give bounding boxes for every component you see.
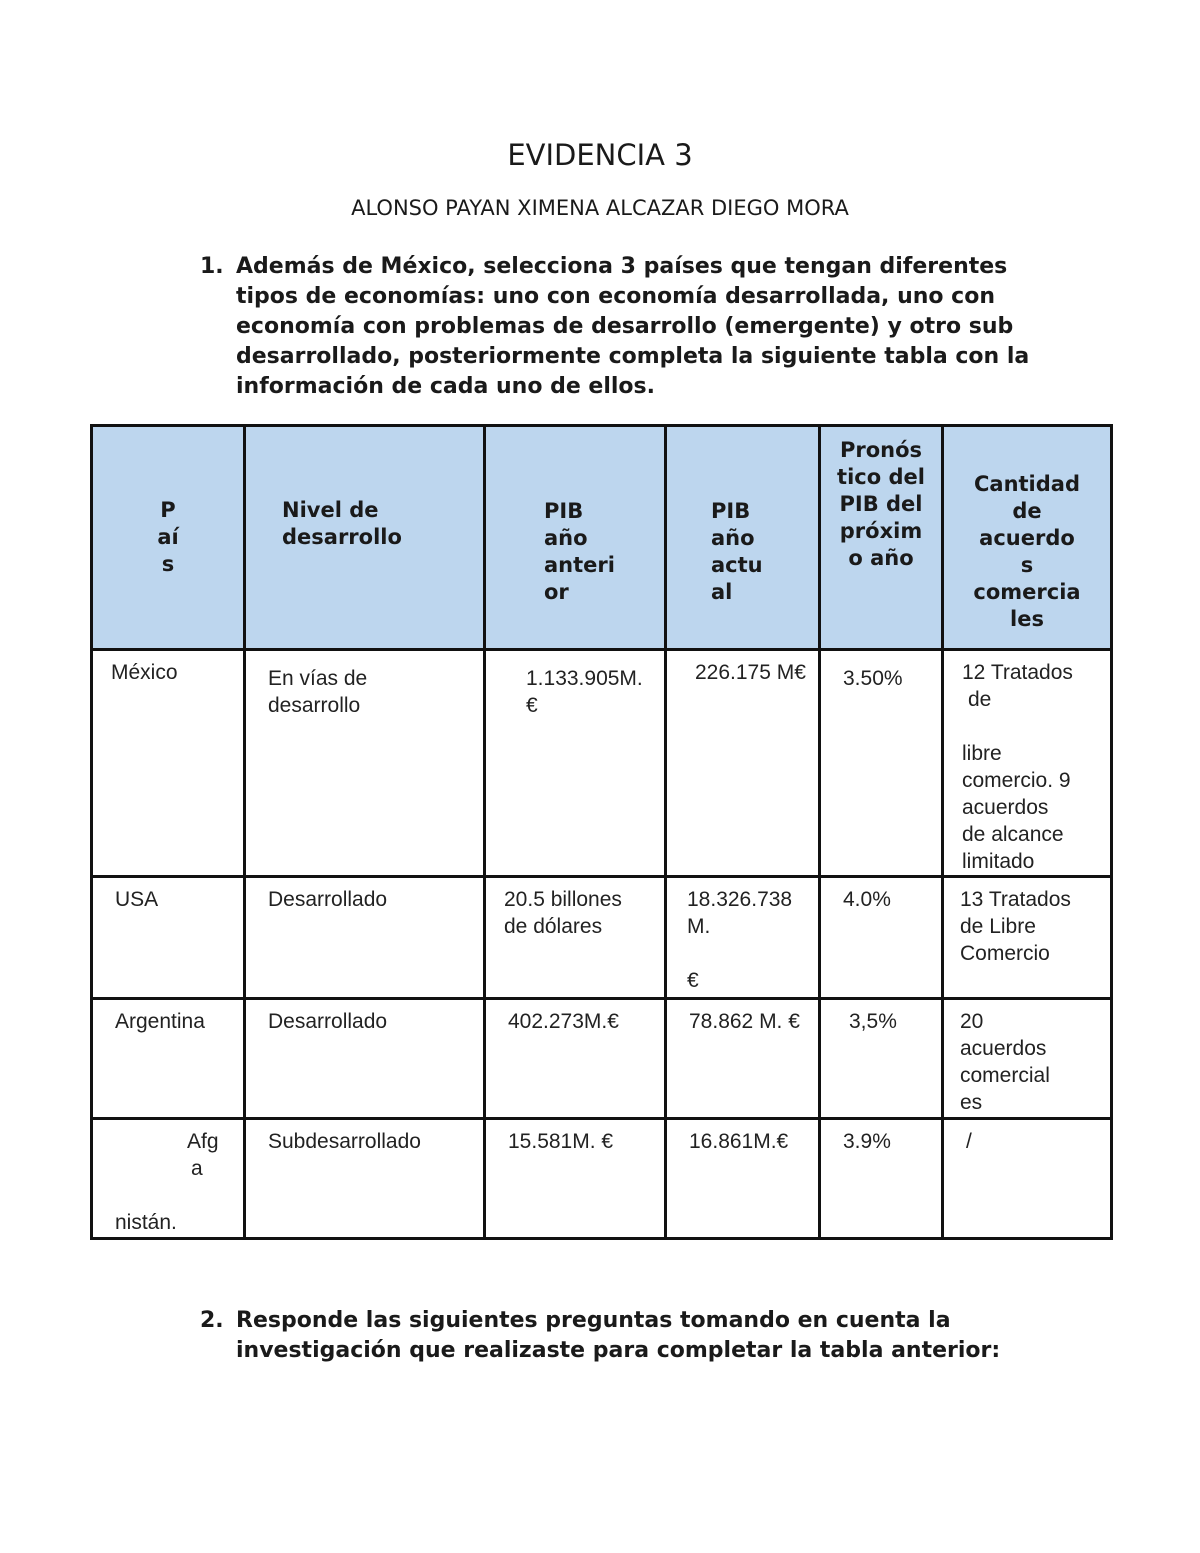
- cell-line: €: [526, 694, 538, 717]
- table-header-row: [92, 426, 1112, 650]
- cell-line: les: [1010, 607, 1044, 631]
- document-title: EVIDENCIA 3: [507, 138, 693, 172]
- cell-pais: [92, 1119, 245, 1239]
- cell-line: s: [1020, 553, 1034, 577]
- cell-line: comercia: [973, 580, 1081, 604]
- cell-line: 13 Tratados: [960, 888, 1071, 911]
- header-pib-anterior: [485, 426, 666, 650]
- question-1-text: Además de México, selecciona 3 países que tengan diferentes tipos de economías: uno con economía desarrollada, uno con economía con problemas de desarrollo (emergente) y otro sub desarrollado, posteriormente completa la siguiente tabla con la información de cada uno de ellos.: [236, 254, 1030, 399]
- cell-line: s: [161, 552, 175, 576]
- cell-line: de Libre: [960, 915, 1036, 938]
- cell-line: Cantidad: [973, 472, 1080, 496]
- cell-line: 20: [960, 1010, 984, 1033]
- cell-line: desarrollo: [282, 525, 402, 549]
- cell-line: 3.9%: [843, 1130, 891, 1153]
- cell-line: PIB: [544, 498, 584, 523]
- cell-line: 226.175 M€: [695, 661, 806, 684]
- cell-line: 4.0%: [843, 888, 891, 911]
- cell-line: acuerdos: [960, 1037, 1047, 1060]
- cell-line: de dólares: [504, 915, 603, 938]
- question-2-text: Responde las siguientes preguntas tomando en cuenta la investigación que realizaste para completar la tabla anterior:: [236, 1308, 1001, 1363]
- cell-line: acuerdos: [962, 796, 1049, 819]
- cell-line: a: [191, 1157, 203, 1180]
- cell-line: M.: [687, 915, 711, 938]
- cell-line: de: [1012, 499, 1042, 523]
- cell-pib-actual: [666, 650, 820, 877]
- header-nivel: [245, 426, 485, 650]
- cell-line: año: [544, 525, 588, 550]
- table-row: [92, 650, 1112, 877]
- cell-line: México: [111, 661, 178, 684]
- cell-line: 16.861M.€: [689, 1130, 789, 1153]
- cell-line: Nivel de: [282, 498, 379, 522]
- cell-line: En vías de: [268, 667, 368, 690]
- cell-line: comercio. 9: [962, 769, 1071, 792]
- table-row: [92, 999, 1112, 1119]
- cell-pib-actual: [666, 999, 820, 1119]
- cell-pronostico: [820, 999, 943, 1119]
- cell-line: de alcance: [962, 823, 1064, 846]
- cell-line: 3,5%: [849, 1010, 897, 1033]
- header-pronostico: [820, 426, 943, 650]
- cell-line: aí: [157, 525, 179, 549]
- question-2-number: 2.: [200, 1308, 224, 1333]
- cell-line: USA: [115, 888, 159, 911]
- cell-acuerdos: [943, 877, 1112, 999]
- cell-pronostico: [820, 650, 943, 877]
- cell-line: [962, 713, 1100, 740]
- table-row: [92, 1119, 1112, 1239]
- cell-line: acuerdo: [979, 526, 1075, 550]
- cell-line: 1.133.905M.: [526, 667, 643, 690]
- cell-acuerdos: [943, 1119, 1112, 1239]
- cell-pib-anterior: [485, 650, 666, 877]
- cell-line: PIB del: [839, 492, 923, 516]
- cell-line: o año: [848, 546, 914, 570]
- cell-pais: [92, 999, 245, 1119]
- cell-line: comercial: [960, 1064, 1050, 1087]
- cell-line: 3.50%: [843, 667, 903, 690]
- cell-line: Comercio: [960, 942, 1050, 965]
- cell-acuerdos: [943, 650, 1112, 877]
- cell-nivel: [245, 1119, 485, 1239]
- cell-line: es: [960, 1091, 983, 1114]
- cell-line: [115, 1182, 233, 1209]
- cell-line: Argentina: [115, 1010, 205, 1033]
- cell-line: 20.5 billones: [504, 888, 622, 911]
- cell-line: Afg: [187, 1130, 219, 1153]
- cell-pib-actual: [666, 1119, 820, 1239]
- cell-line: de: [968, 688, 992, 711]
- cell-pib-actual: [666, 877, 820, 999]
- header-pais: [92, 426, 245, 650]
- cell-line: Pronós: [839, 438, 923, 462]
- cell-line: anteri: [544, 552, 615, 577]
- cell-line: tico del: [837, 465, 925, 489]
- cell-line: actu: [711, 552, 763, 577]
- cell-pais: [92, 877, 245, 999]
- cell-line: /: [966, 1130, 972, 1153]
- cell-line: desarrollo: [268, 694, 361, 717]
- cell-line: PIB: [711, 498, 751, 523]
- cell-line: libre: [962, 742, 1002, 765]
- cell-nivel: [245, 999, 485, 1119]
- cell-nivel: [245, 877, 485, 999]
- cell-pib-anterior: [485, 877, 666, 999]
- table-row: [92, 877, 1112, 999]
- cell-line: [687, 940, 808, 967]
- cell-line: al: [711, 579, 733, 604]
- cell-acuerdos: [943, 999, 1112, 1119]
- evidence-table: [90, 424, 1113, 1240]
- cell-line: P: [160, 498, 176, 522]
- cell-line: próxim: [839, 519, 923, 543]
- cell-line: Desarrollado: [268, 888, 388, 911]
- cell-line: 18.326.738: [687, 888, 793, 911]
- cell-line: Subdesarrollado: [268, 1130, 421, 1153]
- cell-pais: [92, 650, 245, 877]
- cell-pronostico: [820, 1119, 943, 1239]
- cell-line: nistán.: [115, 1211, 177, 1234]
- cell-line: año: [711, 525, 755, 550]
- cell-line: 15.581M. €: [508, 1130, 614, 1153]
- cell-pronostico: [820, 877, 943, 999]
- header-acuerdos: [943, 426, 1112, 650]
- cell-line: 78.862 M. €: [689, 1010, 800, 1033]
- cell-pib-anterior: [485, 1119, 666, 1239]
- header-pib-actual: [666, 426, 820, 650]
- cell-line: Desarrollado: [268, 1010, 388, 1033]
- cell-line: €: [687, 969, 699, 992]
- cell-nivel: [245, 650, 485, 877]
- question-1-number: 1.: [200, 254, 224, 279]
- cell-pib-anterior: [485, 999, 666, 1119]
- cell-line: 12 Tratados: [962, 661, 1073, 684]
- cell-line: 402.273M.€: [508, 1010, 619, 1033]
- cell-line: or: [544, 579, 569, 604]
- authors-line: ALONSO PAYAN XIMENA ALCAZAR DIEGO MORA: [351, 196, 849, 220]
- cell-line: limitado: [962, 850, 1035, 873]
